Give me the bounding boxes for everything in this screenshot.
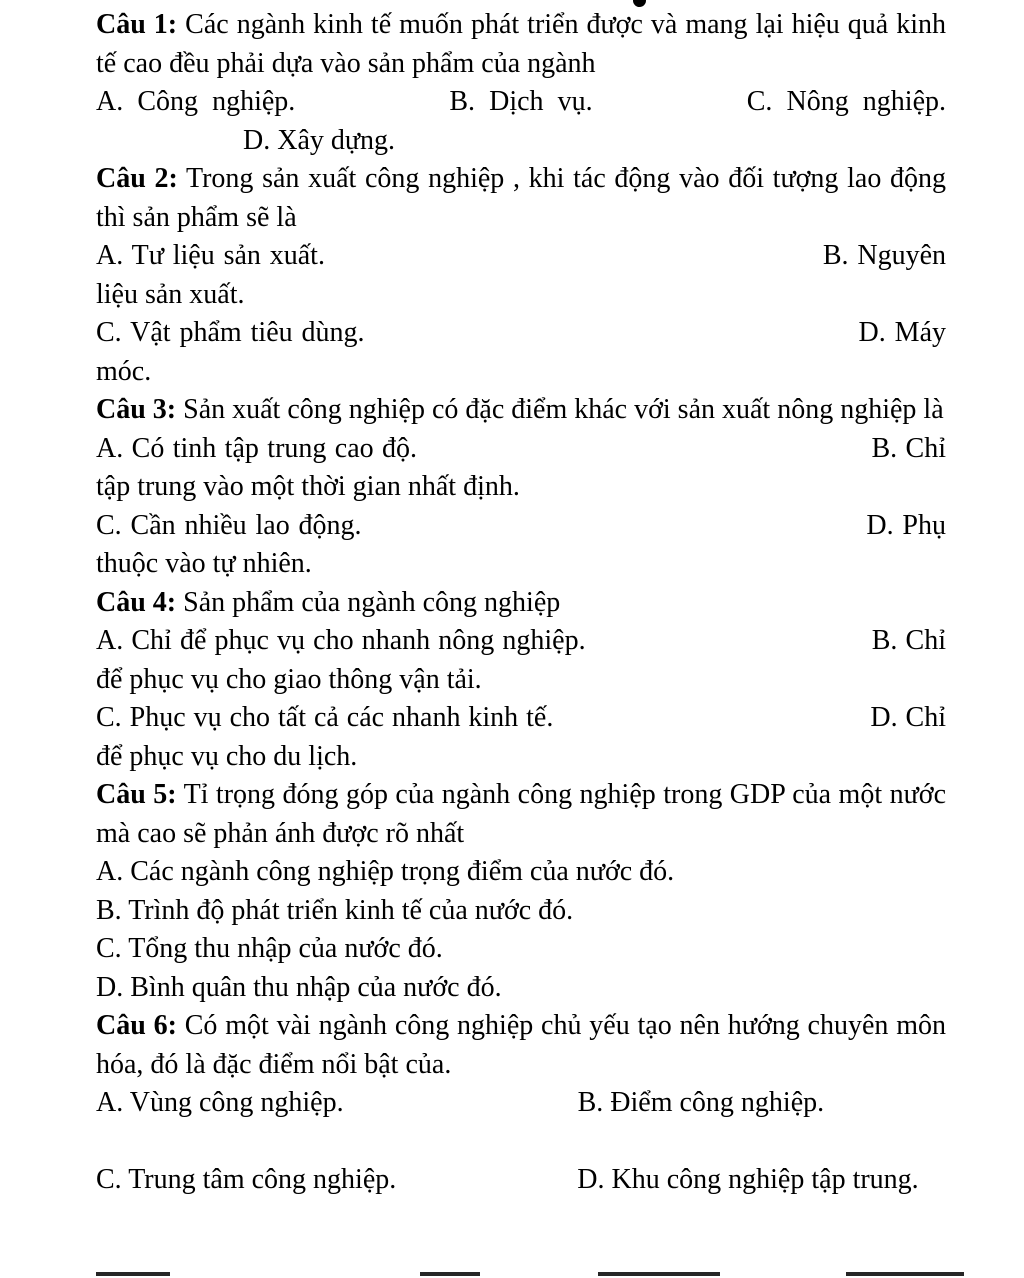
answer-option bbox=[747, 86, 946, 117]
question-block bbox=[96, 584, 946, 777]
cutoff-text-fragment bbox=[846, 1272, 964, 1276]
question-body: Tỉ trọng đóng góp của ngành công nghiệp trong GDP của một nước mà cao sẽ phản ánh được rõ nhất bbox=[96, 779, 946, 849]
option-text: Vật phẩm tiêu dùng. bbox=[130, 317, 365, 348]
option-letter: B. bbox=[449, 86, 476, 117]
answer-option bbox=[96, 510, 362, 541]
answer-option bbox=[449, 86, 592, 117]
option-letter: D. bbox=[243, 124, 271, 156]
tab-spacer bbox=[344, 1110, 571, 1111]
tab-spacer bbox=[325, 263, 814, 264]
cutoff-text-fragment bbox=[96, 1272, 170, 1276]
cutoff-text-fragment bbox=[420, 1272, 480, 1276]
option-text: Nông nghiệp. bbox=[786, 86, 946, 117]
option-text: Phụ thuộc vào tự nhiên. bbox=[96, 509, 946, 579]
option-text: Khu công nghiệp tập trung. bbox=[611, 1163, 919, 1195]
option-text: Trung tâm công nghiệp. bbox=[128, 1163, 397, 1195]
answer-option bbox=[96, 856, 674, 887]
tab-spacer bbox=[362, 533, 858, 534]
options-row bbox=[96, 1161, 946, 1200]
option-text: Cần nhiều lao động. bbox=[130, 509, 362, 541]
options-row bbox=[96, 507, 946, 584]
option-letter: B. bbox=[96, 894, 122, 926]
answer-option bbox=[96, 317, 365, 348]
answer-option bbox=[96, 1087, 344, 1118]
options-row bbox=[96, 237, 946, 314]
tab-spacer bbox=[96, 148, 236, 149]
question-number: Câu 2: bbox=[96, 163, 178, 194]
option-letter: D. bbox=[858, 317, 886, 348]
tab-spacer bbox=[295, 109, 435, 110]
option-text: Vùng công nghiệp. bbox=[129, 1087, 344, 1118]
question-text bbox=[96, 160, 946, 237]
answer-option bbox=[96, 433, 417, 464]
question-text bbox=[96, 6, 946, 83]
options-row bbox=[96, 314, 946, 391]
option-letter: D. bbox=[577, 1163, 605, 1195]
option-letter: D. bbox=[866, 509, 894, 541]
question-text bbox=[96, 776, 946, 853]
question-body: Có một vài ngành công nghiệp chủ yếu tạo nên hướng chuyên môn hóa, đó là đặc điểm nổi bật của. bbox=[96, 1010, 946, 1080]
answer-option bbox=[96, 702, 553, 733]
option-text: Có tinh tập trung cao độ. bbox=[131, 432, 418, 464]
option-text: Chỉ để phục vụ cho giao thông vận tải. bbox=[96, 625, 947, 695]
option-letter: A. bbox=[96, 1087, 124, 1118]
question-body: Trong sản xuất công nghiệp , khi tác động vào đối tượng lao động thì sản phẩm sẽ là bbox=[96, 163, 946, 233]
question-number: Câu 1: bbox=[96, 9, 178, 40]
option-text: Chỉ để phục vụ cho nhanh nông nghiệp. bbox=[131, 625, 586, 656]
question-body: Các ngành kinh tế muốn phát triển được và mang lại hiệu quả kinh tế cao đều phải dựa vào sản phẩm của ngành bbox=[96, 9, 947, 79]
option-letter: A. bbox=[96, 856, 124, 887]
option-letter: B. bbox=[822, 240, 849, 271]
question-block bbox=[96, 160, 946, 391]
option-text: Xây dựng. bbox=[277, 124, 396, 156]
question-block bbox=[96, 1007, 946, 1199]
option-letter: D. bbox=[96, 971, 124, 1003]
option-text: Các ngành công nghiệp trọng điểm của nước đó. bbox=[130, 856, 675, 887]
option-letter: A. bbox=[96, 432, 124, 464]
option-letter: A. bbox=[96, 625, 124, 656]
option-text: Phục vụ cho tất cả các nhanh kinh tế. bbox=[129, 702, 554, 733]
option-text: Chỉ tập trung vào một thời gian nhất định. bbox=[96, 432, 947, 502]
tab-spacer bbox=[553, 725, 862, 726]
options-row bbox=[96, 853, 946, 892]
tab-spacer bbox=[396, 1187, 570, 1188]
question-block bbox=[96, 6, 946, 160]
question-body: Sản xuất công nghiệp có đặc điểm khác với sản xuất nông nghiệp là bbox=[183, 394, 944, 425]
option-letter: C. bbox=[96, 702, 122, 733]
options-row bbox=[96, 699, 946, 776]
options-row bbox=[96, 930, 946, 969]
question-number: Câu 4: bbox=[96, 586, 177, 618]
answer-option bbox=[578, 1087, 825, 1118]
answer-option bbox=[96, 1164, 396, 1195]
options-row bbox=[96, 1084, 946, 1123]
answer-option bbox=[96, 625, 586, 656]
option-letter: C. bbox=[746, 86, 773, 117]
question-block bbox=[96, 391, 946, 584]
option-text: Điểm công nghiệp. bbox=[610, 1087, 825, 1118]
option-letter: B. bbox=[871, 432, 898, 464]
cutoff-text-fragment bbox=[598, 1272, 720, 1276]
option-text: Tư liệu sản xuất. bbox=[131, 240, 325, 271]
question-text bbox=[96, 1007, 946, 1084]
options-row bbox=[96, 430, 946, 507]
option-text: Bình quân thu nhập của nước đó. bbox=[130, 971, 502, 1003]
option-letter: B. bbox=[577, 1087, 604, 1118]
answer-option bbox=[96, 240, 325, 271]
tab-spacer bbox=[593, 109, 733, 110]
option-text: Dịch vụ. bbox=[489, 86, 593, 117]
answer-option bbox=[96, 86, 295, 117]
question-number: Câu 6: bbox=[96, 1010, 177, 1041]
option-letter: C. bbox=[96, 509, 122, 541]
option-letter: A. bbox=[96, 240, 124, 271]
question-text bbox=[96, 584, 946, 623]
options-row bbox=[96, 892, 946, 931]
option-text: Máy móc. bbox=[96, 317, 946, 387]
option-text: Tổng thu nhập của nước đó. bbox=[128, 933, 443, 964]
answer-option bbox=[577, 1164, 918, 1195]
question-block bbox=[96, 776, 946, 1007]
options-row bbox=[96, 83, 946, 160]
question-body: Sản phẩm của ngành công nghiệp bbox=[183, 586, 561, 618]
tab-spacer bbox=[586, 648, 864, 649]
option-letter: C. bbox=[96, 1163, 122, 1195]
tab-spacer bbox=[417, 456, 863, 457]
answer-option bbox=[96, 895, 573, 926]
answer-option bbox=[96, 972, 502, 1003]
question-number: Câu 3: bbox=[96, 394, 177, 425]
answer-option bbox=[243, 125, 395, 156]
option-letter: C. bbox=[96, 317, 122, 348]
option-letter: C. bbox=[96, 933, 122, 964]
option-letter: B. bbox=[871, 625, 898, 656]
option-text: Trình độ phát triển kinh tế của nước đó. bbox=[128, 894, 574, 926]
option-letter: A. bbox=[96, 86, 124, 117]
answer-option bbox=[96, 933, 443, 964]
options-row bbox=[96, 622, 946, 699]
option-letter: D. bbox=[870, 702, 898, 733]
option-text: Chỉ để phục vụ cho du lịch. bbox=[96, 702, 947, 772]
question-number: Câu 5: bbox=[96, 779, 177, 810]
options-row bbox=[96, 969, 946, 1008]
question-text bbox=[96, 391, 946, 430]
tab-spacer bbox=[365, 340, 850, 341]
option-text: Công nghiệp. bbox=[137, 86, 296, 117]
option-text: Nguyên liệu sản xuất. bbox=[96, 240, 947, 310]
